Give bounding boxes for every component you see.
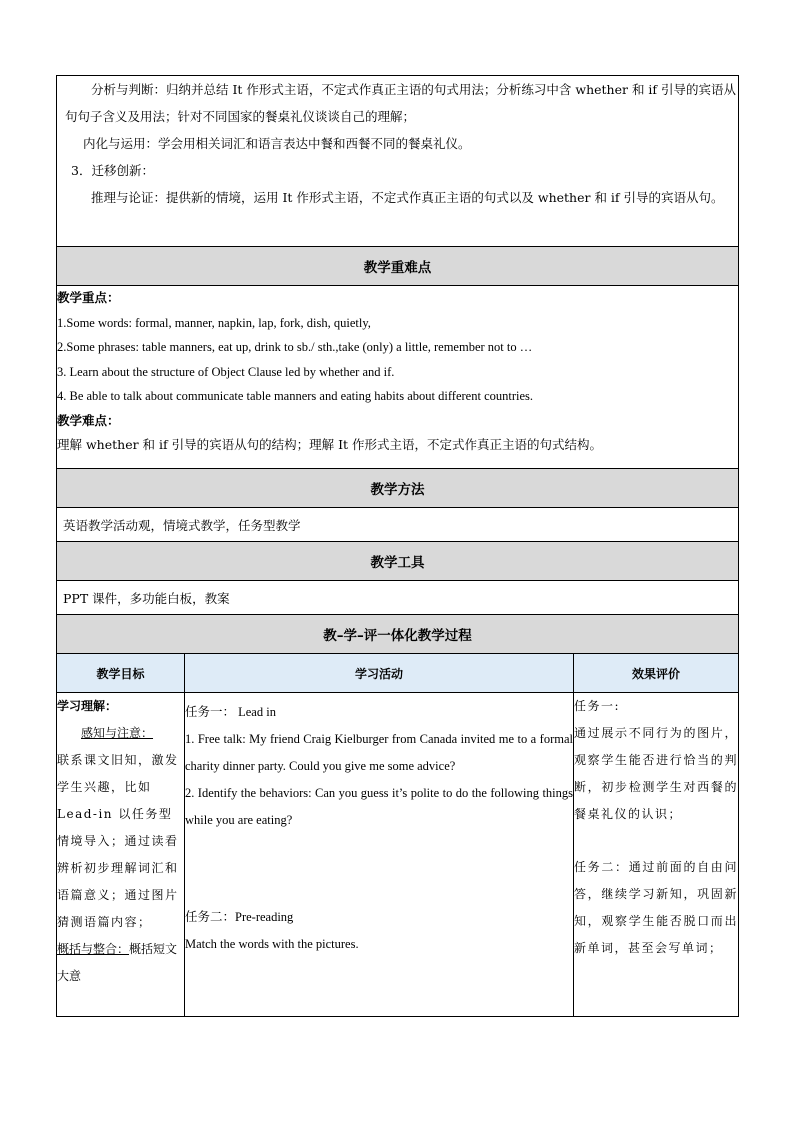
col-header-evaluation: 效果评价 [574,654,739,693]
goal-sub2: 概括与整合： [57,942,130,956]
goal-text2: 概括短文大意 [57,942,178,983]
goal-text1: 联系课文旧知，激发学生兴趣，比如 Lead-in 以任务型情境导入；通过读看辨析初步理解词汇和语篇意义；通过图片猜测语篇内容； [57,753,179,929]
goal-cell [57,693,185,1017]
activity-cell [185,693,574,1017]
key-points-row [57,286,739,469]
focus-item: 2.Some phrases: table manners, eat up, drink to sb./ sth.,take (only) a little, remember not to … [57,340,533,354]
lesson-plan-page [56,75,738,1017]
eval1-text: 通过展示不同行为的图片，观察学生能否进行恰当的判断，初步检测学生对西餐的餐桌礼仪的认识； [574,726,738,821]
focus-label: 教学重点： [57,290,120,305]
objective-analysis: 分析与判断：归纳并总结 It 作形式主语，不定式作真正主语的句式用法；分析练习中含 whether 和 if 引导的宾语从句句子含义及用法；针对不同国家的餐桌礼仪谈谈自己的理解； [65,82,737,124]
tools-heading-row [57,542,739,581]
methods-row [57,508,739,542]
methods-text: 英语教学活动观，情境式教学，任务型教学 [57,508,739,542]
difficulty-text: 理解 whether 和 if 引导的宾语从句的结构；理解 It 作形式主语，不定式作真正主语的句式结构。 [57,437,603,452]
process-heading: 教–学–评一体化教学过程 [57,615,739,654]
task2-title: 任务二：Pre-reading [185,910,294,924]
key-points-heading-row [57,247,739,286]
eval2-text: 任务二：通过前面的自由问答，继续学习新知，巩固新知，观察学生能否脱口而出新单词，甚至会写单词； [574,860,738,955]
task1-item2: 2. Identify the behaviors: Can you guess it’s polite to do the following things while you are eating? [185,786,573,827]
task1-title: 任务一： Lead in [185,705,276,719]
tools-heading: 教学工具 [57,542,739,581]
key-points-heading: 教学重难点 [57,247,739,286]
col-header-goals: 教学目标 [57,654,185,693]
objectives-row [57,76,739,247]
methods-heading: 教学方法 [57,469,739,508]
tools-text: PPT 课件，多功能白板，教案 [57,581,739,615]
process-heading-row [57,615,739,654]
focus-item: 3. Learn about the structure of Object Clause led by whether and if. [57,364,395,379]
col-header-activities: 学习活动 [185,654,574,693]
tools-row [57,581,739,615]
difficulty-label: 教学难点： [57,412,120,428]
goal-label: 学习理解： [57,699,118,713]
objective-internalize: 内化与运用：学会用相关词汇和语言表达中餐和西餐不同的餐桌礼仪。 [83,136,471,151]
lesson-plan-table [56,75,739,1017]
methods-heading-row [57,469,739,508]
process-content-row [57,693,739,1017]
goal-sub1: 感知与注意： [81,726,154,740]
objective-reasoning: 推理与论证：提供新的情境，运用 It 作形式主语，不定式作真正主语的句式以及 whether 和 if 引导的宾语从句。 [91,190,724,205]
eval1-label: 任务一: [574,699,621,713]
task1-item1: 1. Free talk: My friend Craig Kielburger from Canada invited me to a formal charity dinner party. Could you give me some advice? [185,732,573,773]
objective-innovation-heading: 3．迁移创新： [71,163,154,178]
focus-item: 1.Some words: formal, manner, napkin, lap, fork, dish, quietly, [57,315,371,330]
process-columns-row [57,654,739,693]
task2-item1: Match the words with the pictures. [185,937,359,951]
focus-item: 4. Be able to talk about communicate table manners and eating habits about different countries. [57,389,534,403]
evaluation-cell [574,693,739,1017]
